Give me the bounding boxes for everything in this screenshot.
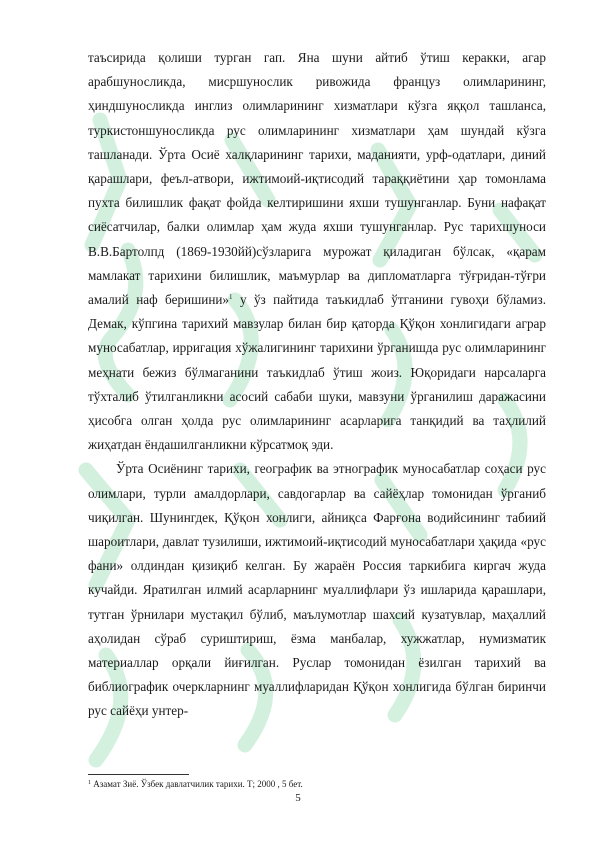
- page-number: 5: [295, 792, 301, 804]
- footnote-text: Азамат Зиё. Ўзбек давлатчилик тарихи. Т; 2000 , 5 бет.: [91, 779, 303, 789]
- paragraph-text: у ўз пайтида таъкидлаб ўтганини гувоҳи бўламиз. Демак, кўпгина тарихий мавзулар билан бир қаторда Қўқон хонлигидаги аграр муносабатлар, ирригация хўжалигининг тарихини ўрганишда рус олимларининг меҳнати бежиз бўлмаганини таъкидлаб ўтиш жоиз. Юқоридаги нарсаларга тўхталиб ўтилганликни асосий сабаби шуки, мавзуни ўрганилиш даражасини ҳисобга олган ҳолда рус олимларининг асарларига танқидий ва таҳлилий жиҳатдан ёндашилганликни кўрсатмоқ эди.: [88, 292, 546, 453]
- footnote-separator: [88, 774, 189, 775]
- paragraph-2: [88, 457, 546, 723]
- footnote-mark: 1: [88, 780, 91, 786]
- paragraph-1: [88, 46, 546, 457]
- paragraph-text: Ўрта Осиёнинг тарихи, географик ва этнографик муносабатлар соҳаси рус олимлари, турли амалдорлари, савдогарлар ва сайёҳлар томонидан ўрганиб чиқилган. Шунингдек, Қўқон хонлиги, айниқса Фарғона водийсининг табиий шароитлари, давлат тузилиши, ижтимоий-иқтисодий муносабатлари ҳақида «рус фани» олдиндан қизиқиб келган. Бу жараён Россия таркибига киргач жуда кучайди. Яратилган илмий асарларнинг муаллифлари ўз ишларида қарашлари, тутган ўрнилари мустақил бўлиб, маълумотлар шахсий кузатувлар, маҳаллий аҳолидан сўраб суриштириш, ёзма манбалар, хужжатлар, нумизматик материаллар орқали йиғилган. Руслар томонидан ёзилган тарихий ва библиографик очеркларнинг муаллифларидан Қўқон хонлигида бўлган биринчи рус сайёҳи унтер-: [88, 461, 546, 719]
- paragraph-text: таъсирида қолиши турган гап. Яна шуни айтиб ўтиш керакки, агар арабшуносликда, мисршунослик ривожида француз олимларининг, ҳиндшуносликда инглиз олимларининг хизматлари кўзга яққол ташланса, туркистоншуносликда рус олимларининг хизматлари ҳам шундай кўзга ташланади. Ўрта Осиё халқларининг тарихи, маданияти, урф-одатлари, диний қарашлари, феъл-атвори, ижтимоий-иқтисодий тараққиётини ҳар томонлама пухта билишлик фақат фойда келтиришини яхши тушунганлар. Буни нафақат сиёсатчилар, балки олимлар ҳам жуда яхши тушунганлар. Рус тарихшуноси В.В.Бартолпд (1869-1930йй)сўзларига мурожат қиладиган бўлсак, «қарам мамлакат тарихини билишлик, маъмурлар ва дипломатларга тўғридан-тўғри амалий наф беришини»: [88, 50, 546, 308]
- footnote: [88, 779, 528, 790]
- footnote-reference[interactable]: 1: [229, 293, 233, 302]
- document-body: [88, 46, 546, 724]
